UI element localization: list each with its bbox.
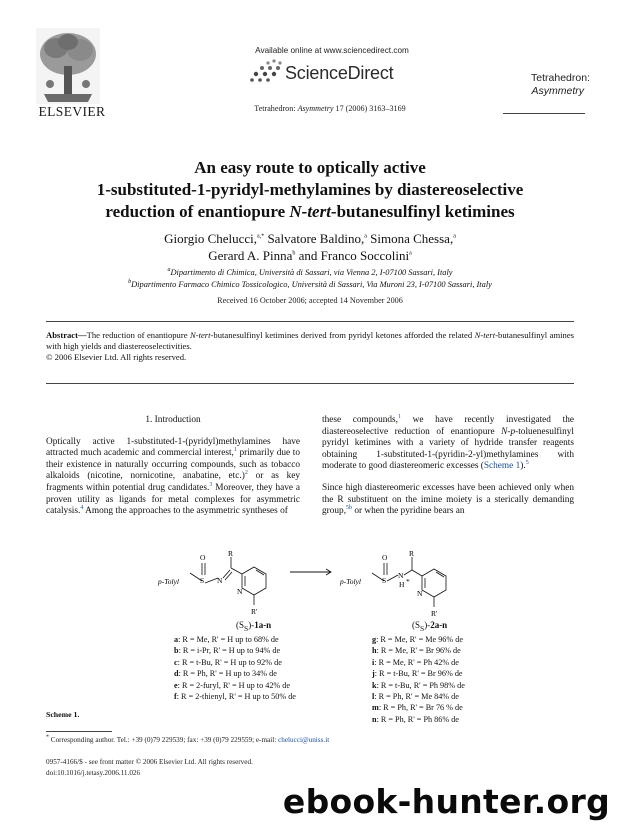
authors-line-1: Giorgio Chelucci,$^{a,*}$ Salvatore Baldino,$^a$ Simona Chessa,$^a$ (164, 231, 456, 246)
elsevier-tree-logo (36, 28, 100, 112)
article-title-line-3: reduction of enantiopure N-tert-butanesulfinyl ketimines (105, 202, 515, 221)
list-item: e: R = 2-furyl, R' = H up to 42% de (174, 680, 291, 690)
compound-label-1a-n: $(S_S)-1a-n$ (236, 620, 272, 633)
atom-o-right: O (382, 553, 388, 562)
atom-n-ring-left: N (237, 587, 243, 596)
abstract-top-rule (46, 321, 574, 322)
right-column (322, 415, 574, 518)
substituent-list-right (372, 634, 542, 725)
article-title-line-2: 1-substituted-1-pyridyl-methylamines by diastereoselective (96, 180, 524, 199)
compound-label-2a-n: $(S_S)-2a-n$ (412, 620, 448, 633)
atom-n-ring-right: N (417, 589, 423, 598)
list-item: k: R = t-Bu, R' = Ph 98% de (372, 680, 465, 690)
footnote-rule (46, 731, 112, 732)
article-title-line-1: An easy route to optically active (194, 158, 426, 177)
list-item: c: R = t-Bu, R' = H up to 92% de (174, 657, 282, 667)
publisher-name: ELSEVIER (38, 104, 106, 119)
atom-h-right: H (399, 580, 405, 589)
list-item: b: R = i-Pr, R' = H up to 94% de (174, 646, 281, 656)
abstract: Abstract—The reduction of enantiopure N-tert-butanesulfinyl ketimines derived from pyridyl ketones afforded the related N-tert-butanesulfinyl amines with high yields and diastereoselectivities. © 2006 Elsevier Ltd. All rights reserved. (46, 330, 574, 363)
available-online-text: Available online at www.sciencedirect.com (255, 46, 409, 55)
corresponding-author-footnote: * Corresponding author. Tel.: +39 (0)79 229539; fax: +39 (0)79 229559; e-mail: chelucci@uniss.it (46, 734, 330, 744)
authors-line-2: Gerard A. Pinna$^b$ and Franco Soccolini$^a$ (208, 248, 412, 263)
ptolyl-left: p-Tolyl (158, 577, 179, 586)
issn-line: 0957-4166/$ - see front matter © 2006 Elsevier Ltd. All rights reserved. (46, 758, 253, 766)
atom-rprime-right: R' (431, 609, 438, 618)
affiliation-b: $^b$Dipartimento Farmaco Chimico Tossicologico, Università di Sassari, Via Muroni 23, I-07100 Sassari, Italy (128, 279, 492, 289)
atom-o-left: O (200, 553, 206, 562)
list-item: d: R = Ph, R' = H up to 34% de (174, 669, 277, 679)
watermark: ebook-hunter.org (282, 782, 610, 821)
list-item: f: R = 2-thienyl, R' = H up to 50% de (174, 692, 296, 702)
scheme-1-reaction (150, 550, 470, 630)
atom-n-right: N (398, 571, 404, 580)
list-item: j: R = t-Bu, R' = Br 96% de (372, 669, 463, 679)
list-item: n: R = Ph, R' = Ph 86% de (372, 714, 459, 724)
sciencedirect-wordmark: ScienceDirect (285, 63, 394, 83)
left-column (46, 415, 300, 518)
doi-line[interactable]: doi:10.1016/j.tetasy.2006.11.026 (46, 769, 141, 777)
journal-rule (503, 113, 585, 114)
atom-rprime-left: R' (251, 607, 258, 616)
list-item: g: R = Me, R' = Me 96% de (372, 635, 463, 644)
abstract-bottom-rule (46, 383, 574, 384)
intro-paragraph-2: these compounds,$^1$ we have recently investigated the diastereoselective reduction of enantiopure N-p-toluenesulfinyl pyridyl ketimines with a variety of hydride transfer reagents obtaining 1-substituted-1-(pyridin-2-yl)methylamines with moderate to good diastereomeric excesses (Scheme 1).$^5$ (322, 413, 574, 472)
list-item: l: R = Ph, R' = Me 84% de (372, 692, 459, 702)
affiliation-a: $^a$Dipartimento di Chimica, Università di Sassari, via Vienna 2, I-07100 Sassari, Italy (167, 267, 453, 277)
list-item: m: R = Ph, R' = Br 76 % de (372, 703, 463, 713)
atom-n-left: N (217, 576, 223, 585)
intro-paragraph-1: Optically active 1-substituted-1-(pyridyl)methylamines have attracted much academic and commercial interest,$^1$ primarily due to their existence in naturally occurring compounds, such as tobacco alkaloids (nicotine, nornicotine, anabatine, etc.)$^2$ or as key fragments within potential drug candidates.$^3$ Moreover, they have a proven utility as ligands for metal complexes for asymmetric catalysis.$^4$ Among the approaches to the asymmetric syntheses of (46, 436, 301, 517)
list-item: i: R = Me, R' = Ph 42% de (372, 657, 459, 667)
atom-r-right: R (409, 550, 415, 558)
journal-citation: Tetrahedron: Asymmetry 17 (2006) 3163–3169 (254, 104, 406, 113)
section-heading: 1. Introduction (145, 415, 201, 425)
stereo-star: * (406, 577, 410, 586)
atom-s-left: S (200, 576, 205, 585)
author-email-link[interactable]: chelucci@uniss.it (278, 736, 330, 744)
ptolyl-right: p-Tolyl (340, 577, 361, 586)
scheme-1-link[interactable]: Scheme 1 (483, 461, 521, 472)
scheme-caption: Scheme 1. (46, 710, 80, 719)
list-item: h: R = Me, R' = Br 96% de (372, 646, 461, 656)
list-item: a: R = Me, R' = H up to 68% de (174, 635, 279, 644)
intro-paragraph-3: Since high diastereomeric excesses have been achieved only when the R substituent on the imine moiety is a sterically demanding group,$^{5b}$ or when the pyridine bears an (322, 482, 574, 517)
reaction-arrow (290, 569, 331, 575)
journal-name: Tetrahedron: (531, 72, 590, 84)
copyright: © 2006 Elsevier Ltd. All rights reserved. (46, 352, 187, 363)
received-dates: Received 16 October 2006; accepted 14 November 2006 (217, 296, 403, 305)
substituent-list-left (174, 634, 344, 702)
atom-r-left: R (228, 550, 234, 558)
journal-name-subtitle: Asymmetry (531, 85, 584, 97)
atom-s-right: S (382, 576, 387, 585)
